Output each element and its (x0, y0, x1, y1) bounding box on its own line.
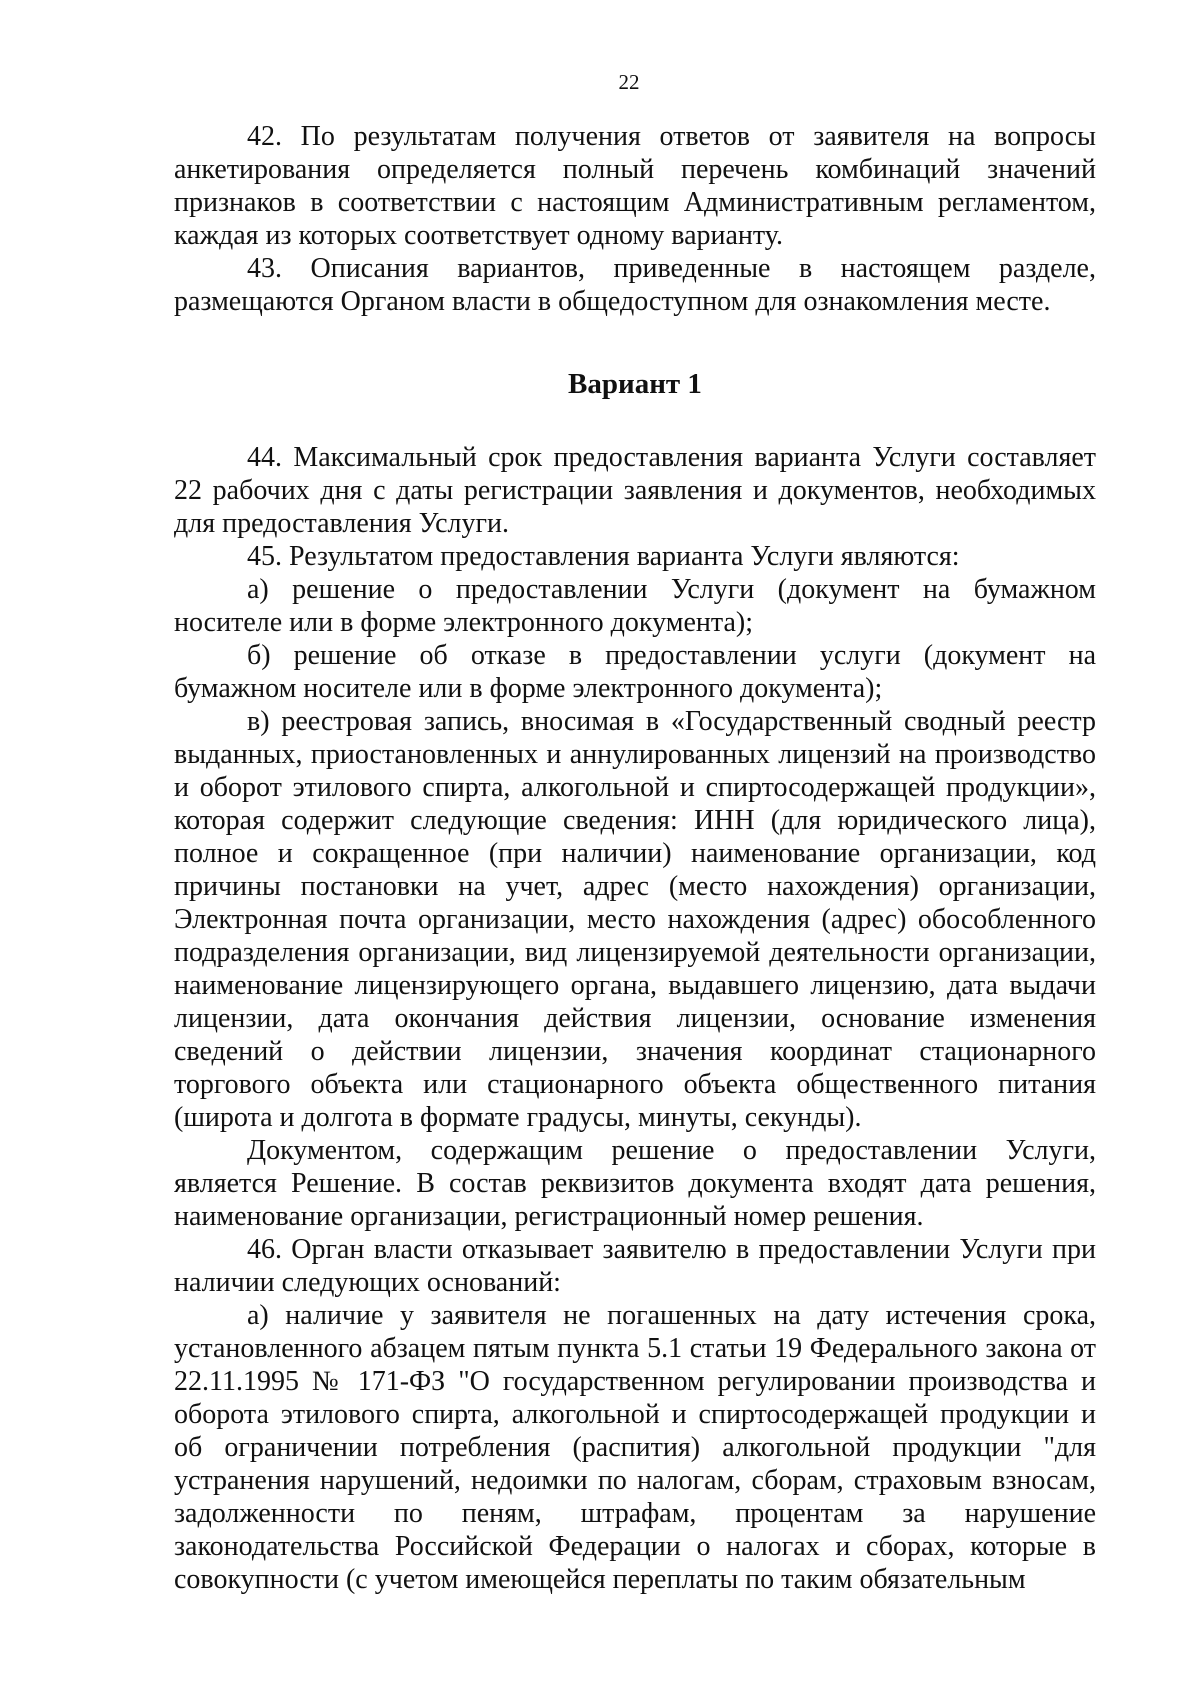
paragraph-decision-document: Документом, содержащим решение о предоставлении Услуги, является Решение. В состав реквизитов документа входят дата решения, наименование организации, регистрационный номер решения. (174, 1135, 1096, 1232)
paragraph-42: 42. По результатам получения ответов от заявителя на вопросы анкетирования определяется полный перечень комбинаций значений признаков в соответствии с настоящим Административным регламентом, каждая из которых соответствует одному варианту. (174, 121, 1096, 251)
paragraph-46-a: а) наличие у заявителя не погашенных на дату истечения срока, установленного абзацем пятым пункта 5.1 статьи 19 Федерального закона от 22.11.1995 № 171-ФЗ "О государственном регулировании производства и оборота этилового спирта, алкогольной и спиртосодержащей продукции и об ограничении потребления (распития) алкогольной продукции "для устранения нарушений, недоимки по налогам, сборам, страховым взносам, задолженности по пеням, штрафам, процентам за нарушение законодательства Российской Федерации о налогах и сборах, которые в совокупности (с учетом имеющейся переплаты по таким обязательным (174, 1300, 1096, 1595)
paragraph-45: 45. Результатом предоставления варианта Услуги являются: (247, 541, 960, 572)
paragraph-45-a: а) решение о предоставлении Услуги (документ на бумажном носителе или в форме электронного документа); (174, 574, 1096, 638)
paragraph-46: 46. Орган власти отказывает заявителю в предоставлении Услуги при наличии следующих оснований: (174, 1234, 1096, 1298)
paragraph-45-v: в) реестровая запись, вносимая в «Государственный сводный реестр выданных, приостановленных и аннулированных лицензий на производство и оборот этилового спирта, алкогольной и спиртосодержащей продукции», которая содержит следующие сведения: ИНН (для юридического лица), полное и сокращенное (при наличии) наименование организации, код причины постановки на учет, адрес (место нахождения) организации, Электронная почта организации, место нахождения (адрес) обособленного подразделения организации, вид лицензируемой деятельности организации, наименование лицензирующего органа, выдавшего лицензию, дата выдачи лицензии, дата окончания действия лицензии, основание изменения сведений о действии лицензии, значения координат стационарного торгового объекта или стационарного объекта общественного питания (широта и долгота в формате градусы, минуты, секунды). (174, 706, 1096, 1133)
paragraph-43: 43. Описания вариантов, приведенные в настоящем разделе, размещаются Органом власти в общедоступном для ознакомления месте. (174, 253, 1096, 317)
section-heading: Вариант 1 (568, 368, 702, 400)
document-body (174, 120, 1096, 1596)
page-number: 22 (618, 70, 640, 94)
paragraph-45-b: б) решение об отказе в предоставлении услуги (документ на бумажном носителе или в форме электронного документа); (174, 640, 1096, 704)
paragraph-44: 44. Максимальный срок предоставления варианта Услуги составляет 22 рабочих дня с даты регистрации заявления и документов, необходимых для предоставления Услуги. (174, 442, 1096, 539)
